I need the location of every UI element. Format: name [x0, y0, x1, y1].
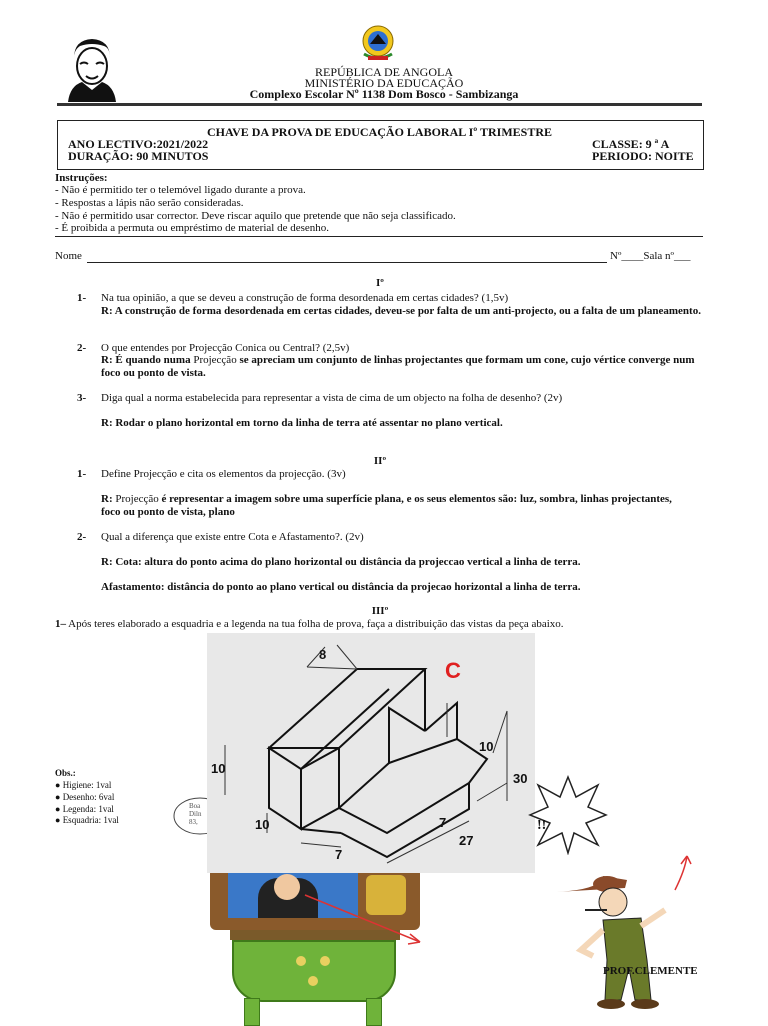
question-3-text: Diga qual a norma estabelecida para representar a vista de cima de um objecto na folha de desenho? (2v) [101, 392, 563, 404]
obs-item: ● Higiene: 1val [55, 780, 112, 790]
dimension-label: 10 [479, 739, 494, 754]
instruction-item: - Não é permitido ter o telemóvel ligado durante a prova. [55, 184, 306, 196]
question-number: 1- [77, 292, 87, 304]
obs-item: ● Desenho: 6val [55, 792, 115, 802]
answer-3-text: R: Rodar o plano horizontal em torno da linha de terra até assentar no plano vertical. [101, 417, 503, 429]
instruction-item: - É proibida a permuta ou empréstimo de material de desenho. [55, 222, 329, 234]
dimension-label: 10 [211, 761, 226, 776]
figure-letter: C [445, 658, 461, 683]
isometric-figure [207, 633, 535, 873]
question-number: 3- [77, 392, 87, 404]
answer-1-text: R: A construção de forma desordenada em certas cidades, deveu-se por falta de um anti-projecto, ou a falta de um planeamento. [101, 305, 701, 317]
section-3-question: 1– Após teres elaborado a esquadria e a legenda na tua folha de prova, faça a distribuição das vistas da peça abaixo. [55, 618, 564, 630]
dimension-label: 10 [255, 817, 270, 832]
dimension-label: 7 [335, 847, 343, 862]
angola-emblem-icon [356, 24, 400, 62]
header-ministry: MINISTÉRIO DA EDUCAÇÃO [304, 76, 464, 90]
question-1-text: Na tua opinião, a que se deveu a construção de forma desordenada em certas cidades? (1,5v) [101, 292, 509, 304]
question-number: 2- [77, 342, 87, 354]
answer-cota-text: R: Cota: altura do ponto acima do plano horizontal ou distância da projeccao vertical a linha de terra. [101, 556, 581, 568]
header-republic: REPÚBLICA DE ANGOLA [314, 65, 453, 79]
dimension-label: 30 [513, 771, 528, 786]
header-rule [57, 103, 702, 106]
question-2-2-text: Qual a diferença que existe entre Cota e Afastamento?. (2v) [101, 531, 364, 543]
header-school: Complexo Escolar Nº 1138 Dom Bosco - Sambizanga [249, 87, 519, 101]
dimension-label: 8 [319, 647, 327, 662]
red-arrow-icon [300, 890, 430, 950]
exam-period: PERIODO: NOITE [592, 149, 694, 163]
section-1-title: Iº [376, 277, 384, 289]
exclamation-burst-icon [528, 775, 608, 855]
answer-2-1-text: R: Projecção é representar a imagem sobre uma superfície plana, e os seus elementos são: luz, sombra, linhas projectantes, foco ou ponto de vista, plano [101, 493, 672, 518]
dimension-label: 27 [459, 833, 474, 848]
name-underline[interactable] [87, 262, 607, 263]
exam-title: CHAVE DA PROVA DE EDUCAÇÃO LABORAL Iº TRIMESTRE [206, 125, 553, 139]
section-2-title: IIº [373, 455, 387, 467]
obs-heading: Obs.: [55, 768, 76, 778]
number-room-label: Nº____Sala nº___ [610, 250, 691, 262]
exam-class: CLASSE: 9 ª A [592, 137, 670, 151]
question-2-1-text: Define Projecção e cita os elementos da projecção. (3v) [101, 468, 346, 480]
question-2-text: O que entendes por Projecção Conica ou Central? (2,5v) [101, 342, 350, 354]
isometric-piece-drawing [207, 633, 535, 873]
exam-year: ANO LECTIVO:2021/2022 [68, 137, 209, 151]
exclamation-text: !! [537, 818, 547, 833]
question-number: 2- [77, 531, 87, 543]
exam-duration: DURAÇÃO: 90 MINUTOS [68, 149, 209, 163]
obs-item: ● Esquadria: 1val [55, 815, 119, 825]
answer-2-text: R: É quando numa Projecção se apreciam um conjunto de linhas projectantes que formam um cone, cujo vértice converge num foco ou ponto de vista. [101, 354, 695, 379]
instructions-heading: Instruções: [55, 172, 108, 184]
instructions-rule [55, 236, 703, 237]
dresser-leg-left [244, 998, 260, 1026]
answer-afastamento-text: Afastamento: distância do ponto ao plano vertical ou distância da projecao horizontal a linha de terra. [101, 581, 581, 593]
dom-bosco-portrait-icon [64, 36, 120, 102]
signature: PROF.CLEMENTE [603, 965, 698, 977]
instruction-item: - Não é permitido usar corrector. Deve riscar aquilo que pretende que não seja classificado. [55, 210, 456, 222]
professor-cartoon-icon [555, 850, 705, 1010]
instruction-item: - Respostas a lápis não serão consideradas. [55, 197, 244, 209]
name-label: Nome [55, 250, 82, 262]
bubble-text: Boa Diln 83, [189, 802, 202, 826]
obs-item: ● Legenda: 1val [55, 804, 114, 814]
dresser-leg-right [366, 998, 382, 1026]
question-number: 1- [77, 468, 87, 480]
section-3-title: IIIº [371, 605, 389, 617]
dimension-label: 7 [439, 815, 447, 830]
